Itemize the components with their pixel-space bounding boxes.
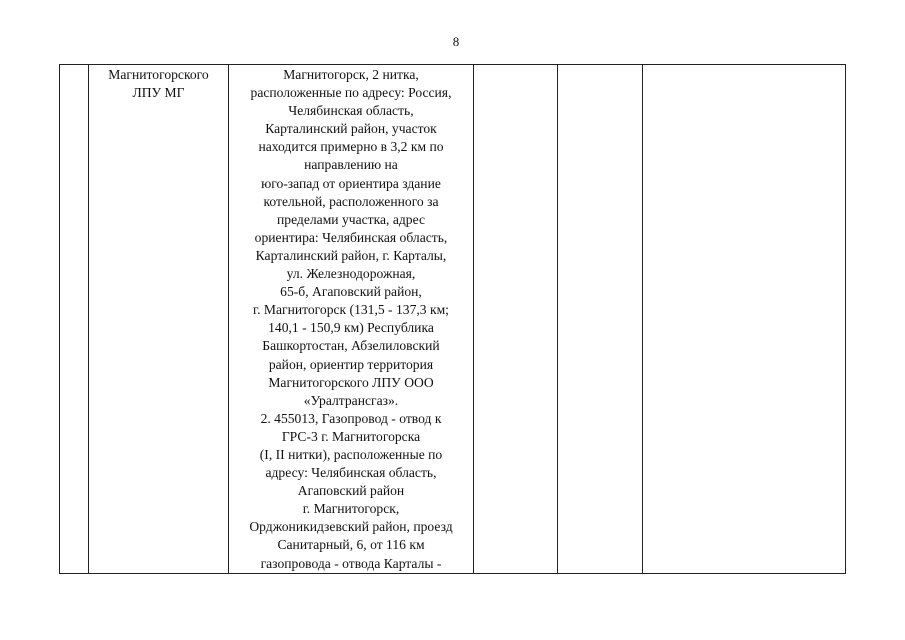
table-row xyxy=(60,65,846,574)
address-line: направлению на xyxy=(304,157,398,173)
address-line: ориентира: Челябинская область, xyxy=(254,229,448,245)
address-line: г. Магнитогорск (131,5 - 137,3 км; xyxy=(253,302,449,318)
table-cell-number xyxy=(60,65,89,574)
address-line: газопровода - отвода Карталы - xyxy=(260,555,442,571)
address-line: котельной, расположенного за xyxy=(263,193,439,209)
address-line: расположенные по адресу: Россия, xyxy=(250,85,452,101)
address-line: 65-б, Агаповский район, xyxy=(280,284,422,300)
organization-text xyxy=(89,65,228,102)
address-line: ул. Железнодорожная, xyxy=(286,266,416,282)
address-line: находится примерно в 3,2 км по xyxy=(258,139,444,155)
address-line: 2. 455013, Газопровод - отвод к xyxy=(260,410,442,426)
address-line: г. Магнитогорск, xyxy=(302,501,400,517)
document-table xyxy=(59,64,846,574)
cell-5-text xyxy=(558,65,642,66)
table-cell-empty-6 xyxy=(643,65,846,574)
organization-line: Магнитогорского xyxy=(108,67,209,82)
address-line: пределами участка, адрес xyxy=(277,211,425,227)
address-line: ГРС-3 г. Магнитогорска xyxy=(281,428,421,444)
table-cell-empty-5 xyxy=(558,65,643,574)
cell-number-text xyxy=(60,65,88,66)
address-line: Карталинский район, участок xyxy=(265,121,437,137)
address-line: 140,1 - 150,9 км) Республика xyxy=(268,320,434,336)
table-cell-organization xyxy=(89,65,229,574)
organization-line: ЛПУ МГ xyxy=(132,85,185,101)
address-line: адресу: Челябинская область, xyxy=(265,465,437,481)
address-line: Башкортостан, Абзелиловский xyxy=(262,338,440,354)
address-line: район, ориентир территория xyxy=(268,356,434,372)
cell-6-text xyxy=(643,65,845,66)
page-number: 8 xyxy=(452,34,460,49)
cell-4-text xyxy=(474,65,557,66)
address-line: Магнитогорского ЛПУ ООО xyxy=(268,374,434,390)
table-cell-empty-4 xyxy=(474,65,558,574)
address-line: Карталинский район, г. Карталы, xyxy=(255,247,447,263)
address-line: Орджоникидзевский район, проезд xyxy=(249,519,453,535)
address-line: (I, II нитки), расположенные по xyxy=(259,446,443,462)
address-line: Магнитогорск, 2 нитка, xyxy=(283,67,419,82)
address-line: «Уралтрансгаз». xyxy=(303,392,399,408)
address-line: Агаповский район xyxy=(297,483,405,499)
address-line: Челябинская область, xyxy=(288,103,414,119)
table-cell-object-address xyxy=(229,65,474,574)
address-line: Санитарный, 6, от 116 км xyxy=(277,537,425,553)
address-line: юго-запад от ориентира здание xyxy=(261,175,441,191)
object-address-text xyxy=(229,65,473,573)
